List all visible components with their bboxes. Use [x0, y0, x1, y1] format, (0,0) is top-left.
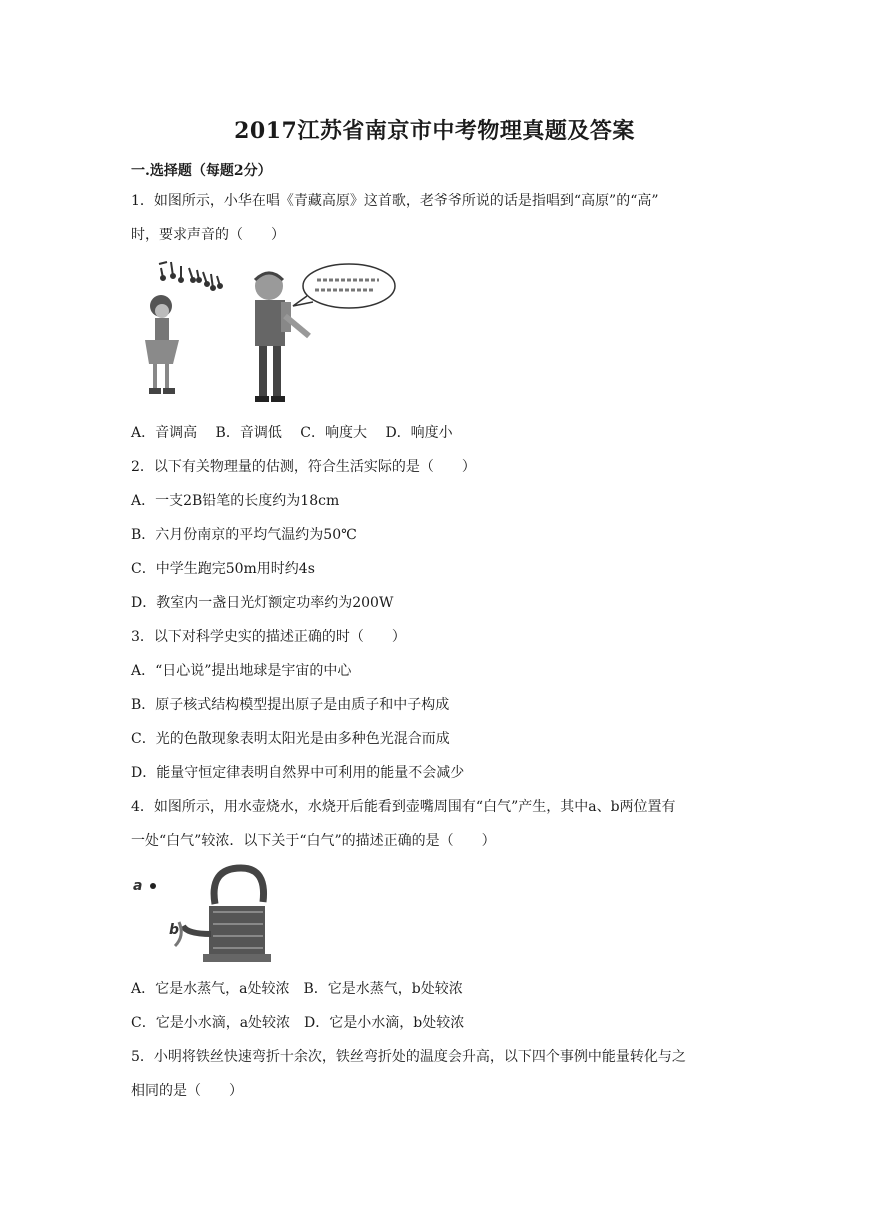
music-notes — [159, 262, 222, 290]
q3-stem: 3．以下对科学史实的描述正确的时（ ） — [131, 629, 406, 645]
grandpa — [255, 272, 309, 402]
q3-option-c: C．光的色散现象表明太阳光是由多种色光混合而成 — [131, 731, 450, 747]
q2-option-d: D．教室内一盏日光灯额定功率约为200W — [131, 595, 394, 611]
girl-singer — [145, 295, 179, 394]
position-a-dot — [150, 883, 156, 889]
q3-option-b: B．原子核式结构模型提出原子是由质子和中子构成 — [131, 697, 450, 713]
position-b-label: b — [169, 922, 180, 938]
q3-option-a: A．“日心说”提出地球是宇宙的中心 — [131, 663, 352, 679]
q1-stem-line2: 时，要求声音的（ ） — [131, 227, 285, 243]
q1-options: A．音调高 B．音调低 C．响度大 D．响度小 — [131, 425, 453, 441]
q1-stem-line1: 1．如图所示，小华在唱《青藏高原》这首歌，老爷爷所说的话是指唱到“高原”的“高” — [131, 193, 659, 209]
section-heading: 一.选择题（每题2分） — [131, 163, 272, 179]
q3-option-d: D．能量守恒定律表明自然界中可利用的能量不会减少 — [131, 765, 465, 781]
q2-option-a: A．一支2B铅笔的长度约为18cm — [131, 493, 340, 509]
q4-stem-line2: 一处“白气”较浓．以下关于“白气”的描述正确的是（ ） — [131, 833, 496, 849]
q5-stem-line1: 5．小明将铁丝快速弯折十余次，铁丝弯折处的温度会升高，以下四个事例中能量转化与之 — [131, 1049, 686, 1065]
kettle — [175, 868, 271, 962]
position-a-label: a — [133, 878, 143, 894]
document-title: 2017江苏省南京市中考物理真题及答案 — [234, 118, 635, 144]
q4-stem-line1: 4．如图所示，用水壶烧水，水烧开后能看到壶嘴周围有“白气”产生，其中a、b两位置有 — [131, 799, 676, 815]
kettle-illustration — [131, 864, 271, 964]
q4-options-row2: C．它是小水滴，a处较浓 D．它是小水滴，b处较浓 — [131, 1015, 465, 1031]
q5-stem-line2: 相同的是（ ） — [131, 1083, 243, 1099]
q2-option-b: B．六月份南京的平均气温约为50℃ — [131, 527, 357, 543]
speech-bubble — [293, 264, 395, 308]
q2-option-c: C．中学生跑完50m用时约4s — [131, 561, 315, 577]
q2-stem: 2．以下有关物理量的估测，符合生活实际的是（ ） — [131, 459, 476, 475]
singer-and-grandpa-illustration — [131, 256, 401, 406]
q4-options-row1: A．它是水蒸气，a处较浓 B．它是水蒸气，b处较浓 — [131, 981, 463, 997]
